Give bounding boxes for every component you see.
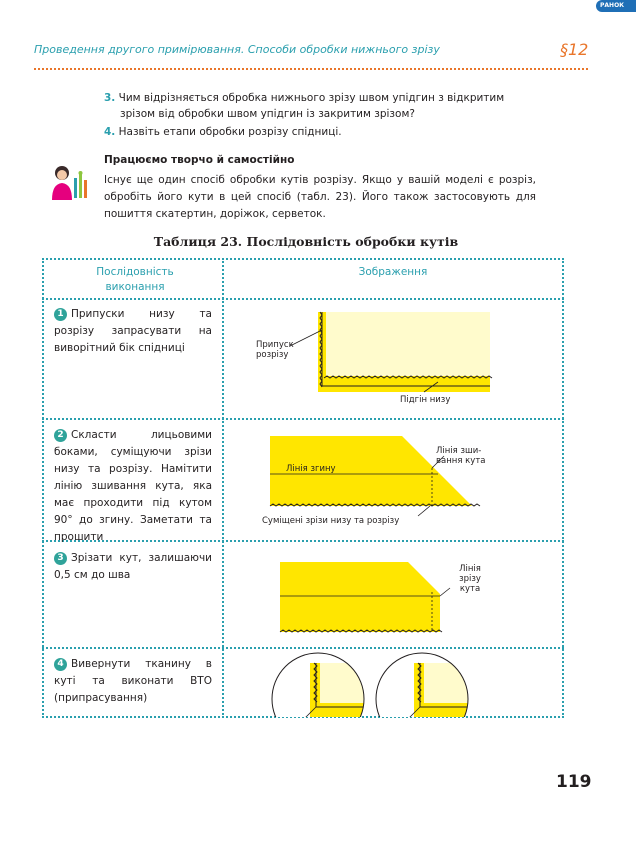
section-number: §12 (560, 40, 589, 59)
step-text: Скласти лицьовими боками, суміщуючи зрізи низу та розрізу. Намітити лінію зшивання кута, яка має проходити під кутом 90° до згину. Заметати та прошити (54, 429, 212, 543)
table-header-image: Зображення (358, 266, 428, 278)
label-liniya-zrizu: Лінія зрізу кута (459, 564, 481, 594)
task-text: Існує ще один спосіб обробки кутів розрізу. Якщо у вашій моделі є розріз, обробіть його кути в цей спосіб (табл. 23). Його також застосовують для пошиття скатертин, доріжок, серветок. (104, 174, 536, 220)
illustration-step-4 (224, 649, 564, 717)
question-text: Назвіть етапи обробки розрізу спідниці. (118, 126, 342, 138)
header-divider (34, 68, 588, 70)
step-3 (54, 550, 212, 584)
page-number: 119 (556, 772, 592, 792)
step-1 (54, 306, 212, 357)
step-number: 1 (54, 308, 67, 321)
step-number: 3 (54, 552, 67, 565)
label-pidgin: Підгін низу (400, 395, 451, 405)
illustration-step-3 (224, 542, 564, 646)
leader-line (418, 506, 430, 516)
question-number: 3. (104, 92, 116, 104)
running-header-title: Проведення другого примірювання. Способи обробки нижнього зрізу (34, 43, 440, 56)
step-number: 2 (54, 429, 67, 442)
label-sumishcheni: Суміщені зрізи низу та розрізу (262, 516, 400, 526)
fabric-cut-corner (280, 562, 440, 632)
question-text: Чим відрізняється обробка нижнього зрізу швом упідгин з відкритим (118, 92, 505, 104)
step-4 (54, 656, 212, 707)
leader-line (440, 588, 450, 596)
publisher-logo: РАНОК (596, 0, 636, 12)
question-number: 4. (104, 126, 116, 138)
label-liniya-zshyvannya: Лінія зши-вання кута (436, 446, 486, 466)
step-text: Зрізати кут, залишаючи 0,5 см до шва (54, 552, 212, 581)
table-header-sequence: Послідовність виконання (96, 266, 174, 293)
label-pripusk: Припуск розрізу (256, 340, 294, 360)
table-caption: Таблиця 23. Послідовність обробки кутів (153, 234, 459, 249)
fabric-main-area (326, 312, 490, 376)
step-text: Припуски низу та розрізу запрасувати на виворітний бік спідниці (54, 308, 212, 354)
step-2 (54, 427, 212, 546)
label-liniya-zgynu: Лінія згину (286, 464, 336, 474)
question-3-cont (120, 106, 415, 122)
question-3 (104, 90, 504, 106)
question-4 (104, 124, 342, 140)
detail-circle-right (376, 653, 484, 717)
detail-circle-left (272, 653, 380, 717)
step-number: 4 (54, 658, 67, 671)
person-with-tools-icon (50, 164, 92, 200)
step-text: Вивернути тканину в куті та виконати ВТО (припрасування) (54, 658, 212, 704)
task-title: Працюємо творчо й самостійно (104, 154, 295, 166)
question-text: зрізом від обробки швом упідгин із закритим зрізом? (120, 108, 415, 120)
